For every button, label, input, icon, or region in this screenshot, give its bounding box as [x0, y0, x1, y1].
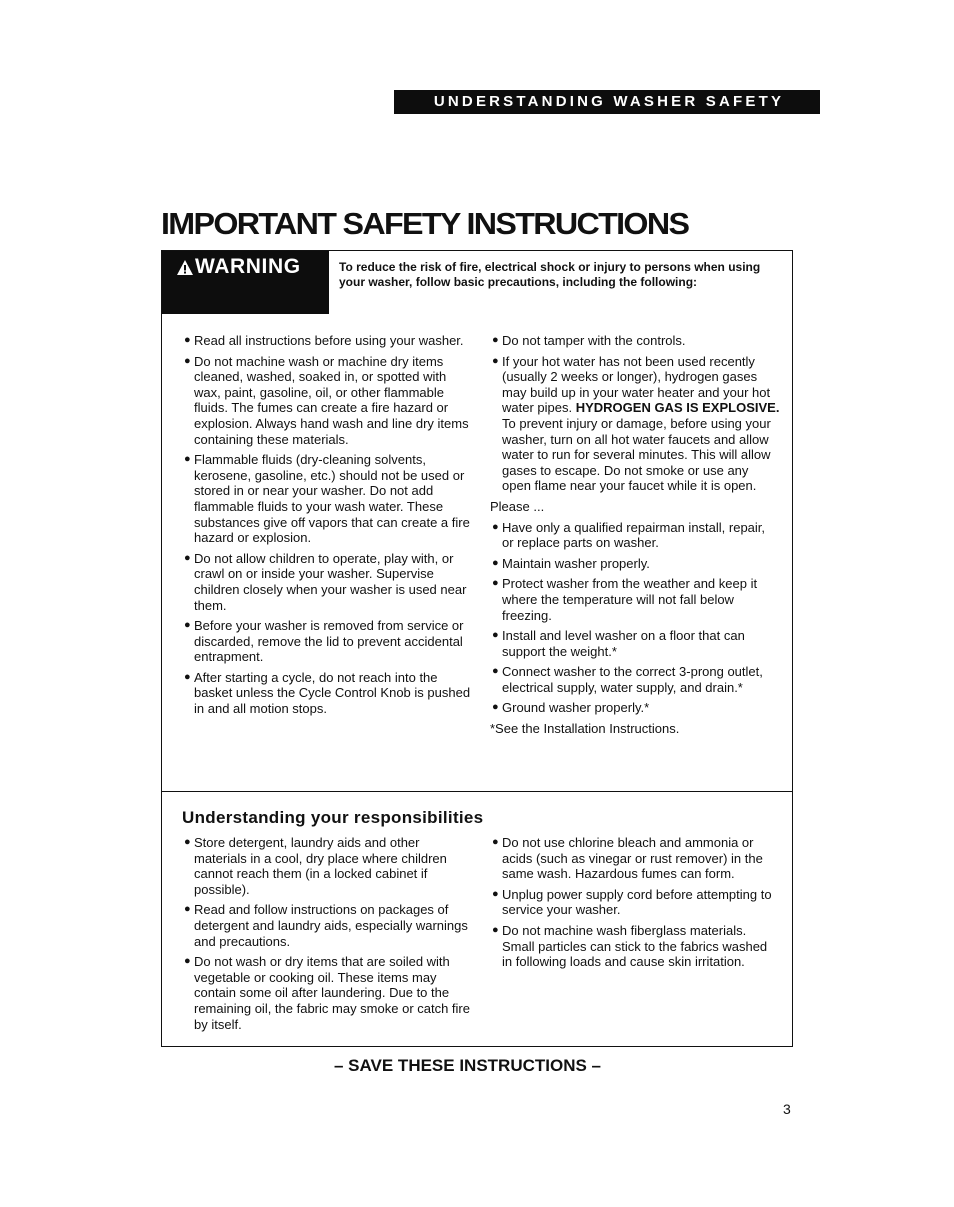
bullet-icon: ●: [184, 334, 191, 346]
bullet-icon: ●: [184, 354, 191, 367]
bullet-icon: ●: [492, 556, 499, 569]
responsibilities-right-column: [490, 835, 780, 975]
warning-intro: To reduce the risk of fire, electrical shock or injury to persons when using your washer, follow basic precautions, including the following:: [339, 260, 761, 289]
bullet-icon: ●: [184, 955, 191, 968]
bullet-icon: ●: [492, 665, 499, 678]
bullet-icon: ●: [184, 551, 191, 564]
bullet-icon: ●: [492, 334, 499, 346]
list-item: ● Have only a qualified repairman install, repair, or replace parts on washer.: [492, 519, 766, 551]
warning-label: [162, 251, 329, 314]
warning-box: [161, 250, 793, 792]
list-item: ● Do not machine wash or machine dry items cleaned, washed, soaked in, or spotted with wax, paint, gasoline, oil, or other flammable fluids. The fumes can create a fire hazard or explosion. Always hand wash and line dry items containing these materials.: [184, 353, 469, 447]
list-item: ● Protect washer from the weather and keep it where the temperature will not fall below freezing.: [492, 576, 758, 623]
list-item: ● Store detergent, laundry aids and other materials in a cool, dry place where children cannot reach them (in a locked cabinet if possible).: [184, 835, 447, 897]
save-instructions-footer: – SAVE THESE INSTRUCTIONS –: [334, 1056, 602, 1075]
bullet-icon: ●: [184, 453, 191, 466]
warning-label-text: WARNING: [195, 255, 301, 278]
warning-right-column: [490, 333, 780, 742]
list-item: ● Before your washer is removed from service or discarded, remove the lid to prevent accidental entrapment.: [184, 618, 464, 665]
bullet-icon: ●: [492, 923, 499, 936]
section-header-bar: UNDERSTANDING WASHER SAFETY: [394, 90, 820, 114]
please-label: Please ...: [490, 498, 545, 514]
list-item: ● After starting a cycle, do not reach into the basket unless the Cycle Control Knob is pushed in and all motion stops.: [184, 669, 471, 717]
list-item: ● Do not allow children to operate, play with, or crawl on or inside your washer. Supervise children closely when your washer is used near them.: [184, 550, 467, 613]
bullet-icon: ●: [492, 887, 499, 900]
list-item: ● Maintain washer properly.: [492, 555, 650, 571]
warning-left-column: [182, 333, 472, 722]
list-item: ● Flammable fluids (dry-cleaning solvents, kerosene, gasoline, etc.) should not be used or stored in or near your washer. Do not add flammable fluids to your wash water. These substances give off vapors that can create a fire hazard or explosion.: [184, 452, 470, 546]
list-item: ● Connect washer to the correct 3-prong outlet, electrical supply, water supply, and drain.*: [492, 664, 763, 695]
list-item: ● Read all instructions before using your washer.: [184, 333, 464, 348]
list-item: ● Install and level washer on a floor that can support the weight.*: [492, 628, 745, 659]
responsibilities-left-column: [182, 835, 472, 1037]
list-item: ● Do not use chlorine bleach and ammonia or acids (such as vinegar or rust remover) in the same wash. Hazardous fumes can form.: [492, 835, 763, 882]
installation-footnote: *See the Installation Instructions.: [490, 721, 680, 737]
list-item: ● Do not machine wash fiberglass materials. Small particles can stick to the fabrics washed in following loads and cause skin irritation.: [492, 922, 768, 970]
list-item: ● Do not wash or dry items that are soiled with vegetable or cooking oil. These items may contain some oil after laundering. Due to the remaining oil, the fabric may smoke or catch fire by itself.: [184, 954, 470, 1032]
page-number: 3: [783, 1101, 791, 1117]
bullet-icon: ●: [492, 577, 499, 590]
bullet-icon: ●: [184, 670, 191, 683]
list-item: ● Do not tamper with the controls.: [492, 333, 686, 348]
bullet-icon: ●: [184, 903, 191, 916]
bullet-icon: ●: [492, 701, 499, 714]
list-item: ● Unplug power supply cord before attempting to service your washer.: [492, 886, 772, 918]
responsibilities-heading: Understanding your responsibilities: [182, 808, 484, 827]
list-item: ● If your hot water has not been used recently (usually 2 weeks or longer), hydrogen gases may build up in your water heater and your hot water pipes. HYDROGEN GAS IS EXPLOSIVE. To prevent injury or damage, before using your washer, turn on all hot water faucets and allow water to run for several minutes. This will allow gases to escape. Do not smoke or use any open flame near your faucet while it is open.: [492, 353, 780, 494]
responsibilities-box: [161, 791, 793, 1047]
list-item: ● Read and follow instructions on packages of detergent and laundry aids, especially warnings and precautions.: [184, 902, 468, 949]
bullet-icon: ●: [184, 619, 191, 632]
bullet-icon: ●: [492, 354, 499, 367]
bullet-icon: ●: [184, 836, 191, 848]
warning-triangle-icon: [176, 259, 194, 276]
bullet-icon: ●: [492, 629, 499, 642]
page-title: IMPORTANT SAFETY INSTRUCTIONS: [161, 206, 689, 241]
bullet-icon: ●: [492, 520, 499, 533]
hydrogen-warning: HYDROGEN GAS IS EXPLOSIVE.: [575, 400, 780, 416]
list-item: ● Ground washer properly.*: [492, 700, 650, 716]
bullet-icon: ●: [492, 836, 499, 848]
